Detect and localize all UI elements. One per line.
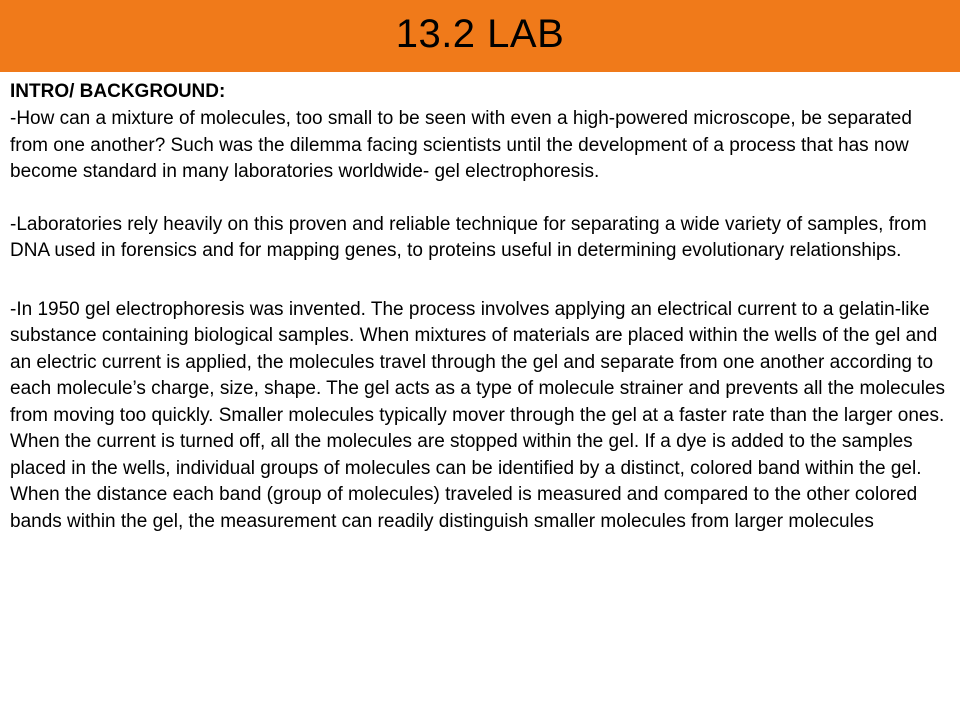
- section-heading: INTRO/ BACKGROUND:: [10, 81, 226, 102]
- paragraph-laboratories: -Laboratories rely heavily on this proven and reliable technique for separating a wide variety of samples, from DNA used in forensics and for mapping genes, to proteins useful in determining evolutionary relationships.: [10, 213, 927, 261]
- paragraph-history: -In 1950 gel electrophoresis was invented. The process involves applying an electrical current to a gelatin-like substance containing biological samples. When mixtures of materials are placed within the wells of the gel and an electric current is applied, the molecules travel through the gel and separate from one another according to each molecule’s charge, size, shape. The gel acts as a type of molecule strainer and prevents all the molecules from moving too quickly. Smaller molecules typically mover through the gel at a faster rate than the larger ones. When the current is turned off, all the molecules are stopped within the gel. If a dye is added to the samples placed in the wells, individual groups of molecules can be identified by a distinct, colored band within the gel. When the distance each band (group of molecules) traveled is measured and compared to the other colored bands within the gel, the measurement can readily distinguish smaller molecules from larger molecules: [10, 298, 946, 532]
- slide-title: 13.2 LAB: [395, 11, 565, 56]
- paragraph-intro: -How can a mixture of molecules, too small to be seen with even a high-powered microscope, be separated from one another? Such was the dilemma facing scientists until the development of a process that has now become standard in many laboratories worldwide- gel electrophoresis.: [10, 108, 912, 182]
- slide-content: [10, 78, 952, 535]
- title-bar: [0, 0, 960, 72]
